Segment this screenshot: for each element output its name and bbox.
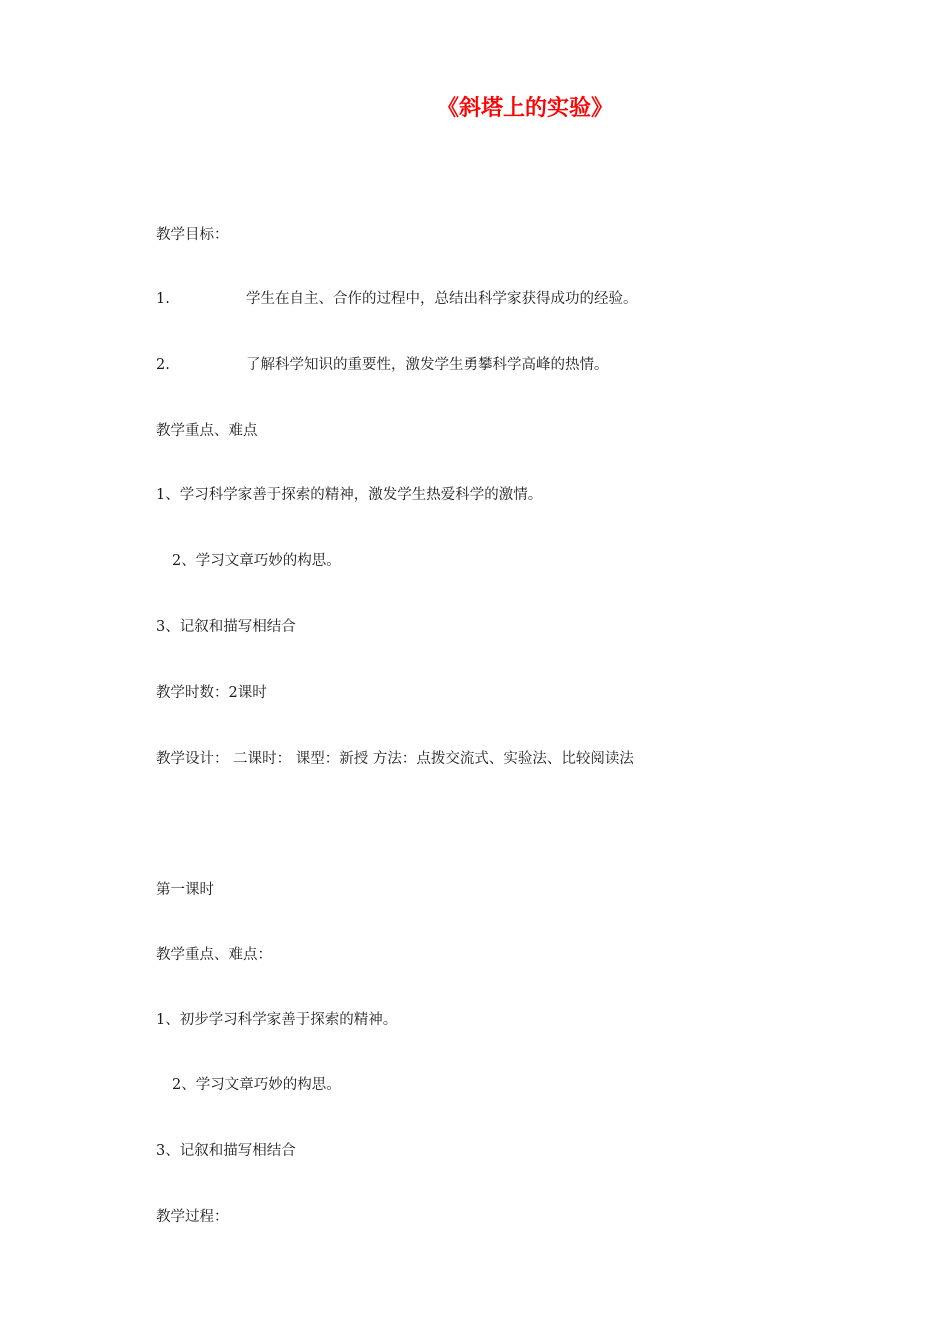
first-lesson-heading: 第一课时 [156, 882, 214, 898]
key-point-item-2: 2、学习文章巧妙的构思。 [172, 553, 341, 569]
document-title: 《斜塔上的实验》 [436, 95, 613, 121]
section-heading-objectives: 教学目标： [156, 227, 229, 243]
objective-item-2 [156, 355, 609, 375]
list-number: 2. [156, 357, 170, 373]
key-point-item-1: 1、学习科学家善于探索的精神，激发学生热爱科学的激情。 [156, 487, 543, 503]
first-lesson-point-3: 3、记叙和描写相结合 [156, 1143, 296, 1159]
teaching-process-heading: 教学过程： [156, 1209, 229, 1225]
first-lesson-key-points-heading: 教学重点、难点： [156, 947, 272, 963]
list-text: 了解科学知识的重要性，激发学生勇攀科学高峰的热情。 [246, 357, 609, 373]
first-lesson-point-1: 1、初步学习科学家善于探索的精神。 [156, 1012, 398, 1028]
first-lesson-point-2: 2、学习文章巧妙的构思。 [172, 1077, 341, 1093]
teaching-design: 教学设计： 二课时： 课型：新授 方法：点拨交流式、实验法、比较阅读法 [156, 751, 634, 767]
key-point-item-3: 3、记叙和描写相结合 [156, 619, 296, 635]
section-heading-key-points: 教学重点、难点 [156, 423, 258, 439]
objective-item-1 [156, 289, 638, 309]
list-text: 学生在自主、合作的过程中，总结出科学家获得成功的经验。 [246, 291, 638, 307]
teaching-hours: 教学时数：2课时 [156, 685, 267, 701]
list-number: 1. [156, 291, 170, 307]
